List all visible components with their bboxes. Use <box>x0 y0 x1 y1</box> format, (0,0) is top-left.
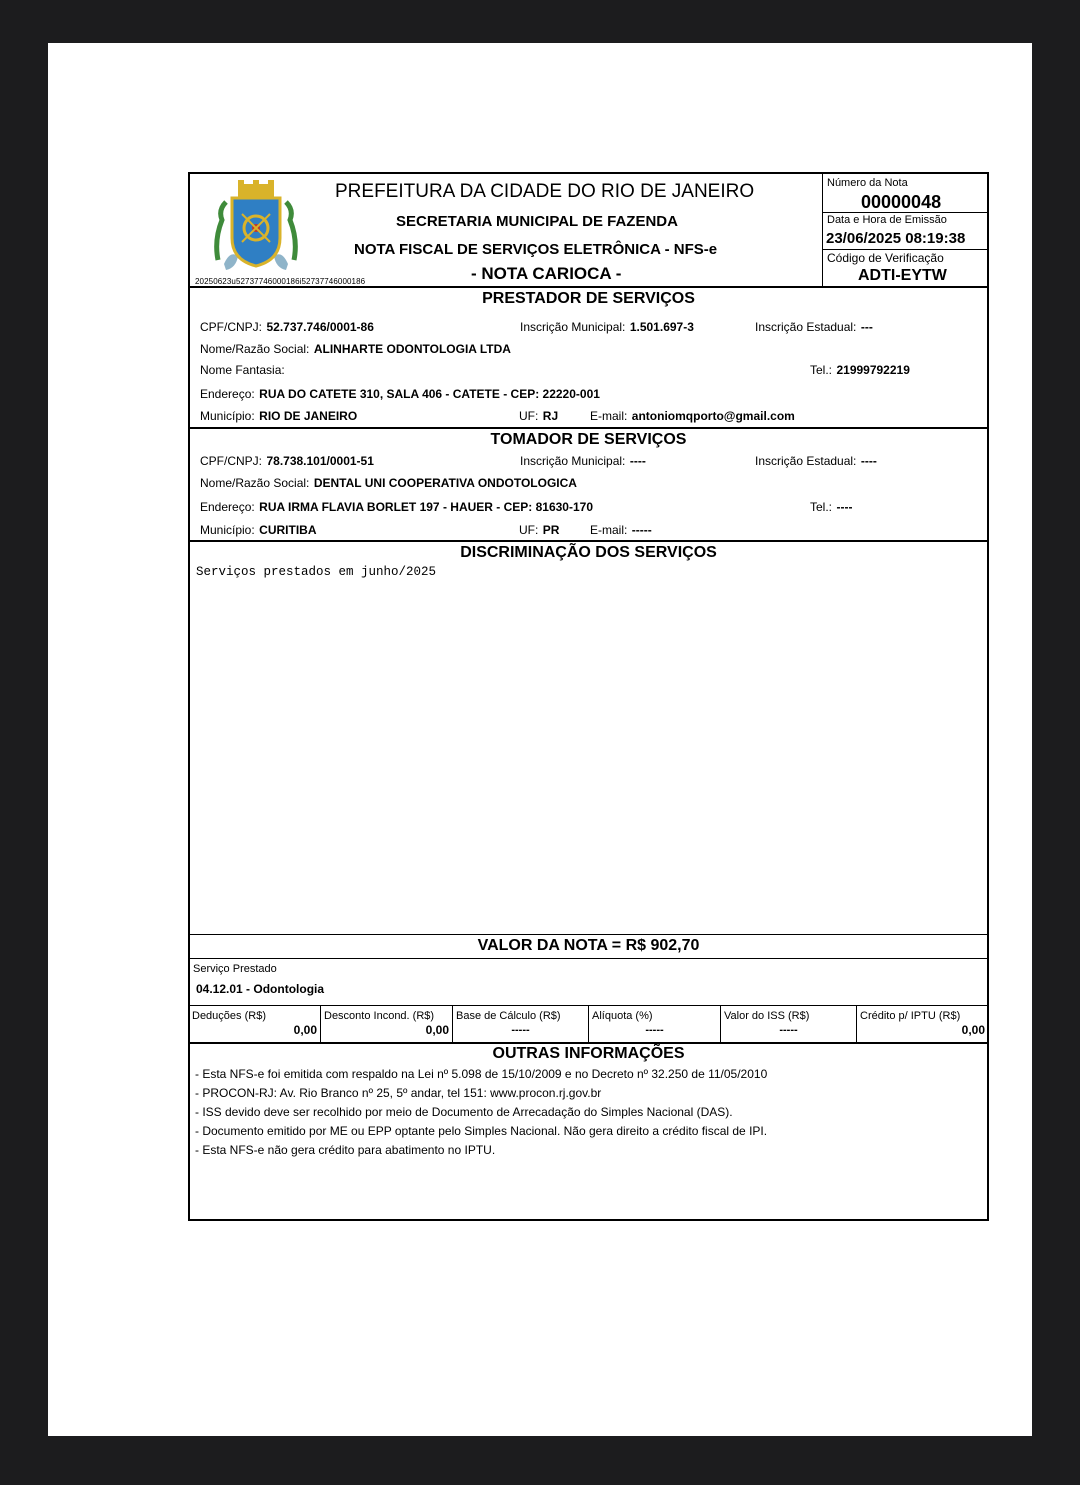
numero-value: 00000048 <box>861 192 942 212</box>
tomador-email: ----- <box>631 523 652 537</box>
credito-cell <box>856 1006 988 1042</box>
tomador-nome: DENTAL UNI COOPERATIVA ONDOTOLOGICA <box>313 476 577 490</box>
iss-value: ----- <box>779 1024 798 1036</box>
discriminacao-text: Serviços prestados em junho/2025 <box>196 565 437 579</box>
prestador-nome-label: Nome/Razão Social: <box>200 342 310 356</box>
credito-label: Crédito p/ IPTU (R$) <box>860 1010 961 1022</box>
outras-line: - Documento emitido por ME ou EPP optante pelo Simples Nacional. Não gera direito a crédito fiscal de IPI. <box>195 1124 768 1138</box>
tomador-ie: ---- <box>860 454 877 468</box>
prestador-cnpj: 52.737.746/0001-86 <box>266 320 374 334</box>
aliquota-label: Alíquota (%) <box>592 1010 653 1022</box>
page-title: PREFEITURA DA CIDADE DO RIO DE JANEIRO <box>335 181 755 202</box>
prestador-endereco-label: Endereço: <box>200 387 255 401</box>
prestador-uf-label: UF: <box>519 409 539 423</box>
prestador-title: PRESTADOR DE SERVIÇOS <box>482 290 695 307</box>
prestador-fantasia-label: Nome Fantasia: <box>200 363 285 377</box>
codigo-value: ADTI-EYTW <box>858 267 947 284</box>
aliquota-cell <box>588 1006 720 1042</box>
desconto-value: 0,00 <box>425 1023 449 1037</box>
desconto-cell <box>320 1006 452 1042</box>
prestador-nome: ALINHARTE ODONTOLOGIA LTDA <box>313 342 511 356</box>
iss-label: Valor do ISS (R$) <box>724 1010 810 1022</box>
prestador-endereco: RUA DO CATETE 310, SALA 406 - CATETE - CEP: 22220-001 <box>259 387 600 401</box>
document-page <box>48 43 1032 1436</box>
tomador-endereco: RUA IRMA FLAVIA BORLET 197 - HAUER - CEP: 81630-170 <box>259 500 593 514</box>
prestador-municipio: RIO DE JANEIRO <box>259 409 358 423</box>
deducoes-value: 0,00 <box>293 1023 317 1037</box>
prestador-im: 1.501.697-3 <box>629 320 694 334</box>
tomador-uf-label: UF: <box>519 523 539 537</box>
prestador-cnpj-label: CPF/CNPJ: <box>200 320 263 334</box>
valor-nota: VALOR DA NOTA = R$ 902,70 <box>477 937 700 954</box>
prestador-ie-label: Inscrição Estadual: <box>755 320 857 334</box>
servico-value: 04.12.01 - Odontologia <box>196 982 325 996</box>
discriminacao-title: DISCRIMINAÇÃO DOS SERVIÇOS <box>460 544 717 561</box>
desconto-label: Desconto Incond. (R$) <box>324 1010 435 1022</box>
prestador-tel-label: Tel.: <box>810 363 833 377</box>
tomador-uf: PR <box>542 523 560 537</box>
coat-of-arms-icon <box>208 180 304 276</box>
credito-value: 0,00 <box>961 1023 985 1037</box>
nfse-title: NOTA FISCAL DE SERVIÇOS ELETRÔNICA - NFS-e <box>354 241 718 258</box>
numero-label: Número da Nota <box>827 177 908 189</box>
tomador-im-label: Inscrição Municipal: <box>520 454 626 468</box>
valores-row <box>190 1006 987 1042</box>
tomador-nome-label: Nome/Razão Social: <box>200 476 310 490</box>
outras-list <box>195 1065 767 1160</box>
tomador-municipio-label: Município: <box>200 523 255 537</box>
nota-carioca-title: - NOTA CARIOCA - <box>471 264 622 283</box>
tomador-tel-label: Tel.: <box>810 500 833 514</box>
secretaria-title: SECRETARIA MUNICIPAL DE FAZENDA <box>396 213 678 230</box>
iss-cell <box>720 1006 856 1042</box>
data-label: Data e Hora de Emissão <box>827 214 947 226</box>
tomador-cnpj: 78.738.101/0001-51 <box>266 454 374 468</box>
deducoes-label: Deduções (R$) <box>192 1010 266 1022</box>
prestador-email: antoniomqporto@gmail.com <box>631 409 795 423</box>
outras-title: OUTRAS INFORMAÇÕES <box>492 1045 685 1062</box>
city-crest-logo <box>208 180 304 276</box>
outras-line: - Esta NFS-e foi emitida com respaldo na Lei nº 5.098 de 15/10/2009 e no Decreto nº 32.250 de 11/05/2010 <box>195 1067 768 1081</box>
prestador-ie: --- <box>860 320 873 334</box>
prestador-uf: RJ <box>542 409 559 423</box>
tomador-ie-label: Inscrição Estadual: <box>755 454 857 468</box>
tomador-title: TOMADOR DE SERVIÇOS <box>490 431 687 448</box>
tomador-email-label: E-mail: <box>590 523 628 537</box>
tomador-im: ---- <box>629 454 646 468</box>
outras-line: - ISS devido deve ser recolhido por meio de Documento de Arrecadação do Simples Nacional (DAS). <box>195 1105 733 1119</box>
outras-line: - Esta NFS-e não gera crédito para abatimento no IPTU. <box>195 1143 496 1157</box>
tomador-cnpj-label: CPF/CNPJ: <box>200 454 263 468</box>
tomador-municipio: CURITIBA <box>259 523 317 537</box>
prestador-tel: 21999792219 <box>836 363 910 377</box>
nota-info-box <box>822 174 988 286</box>
prestador-municipio-label: Município: <box>200 409 255 423</box>
deducoes-cell <box>189 1006 320 1042</box>
data-value: 23/06/2025 08:19:38 <box>826 230 966 247</box>
aliquota-value: ----- <box>645 1024 664 1036</box>
nfse-document <box>188 172 989 1221</box>
servico-label: Serviço Prestado <box>193 963 277 975</box>
outras-line: - PROCON-RJ: Av. Rio Branco nº 25, 5º andar, tel 151: www.procon.rj.gov.br <box>195 1086 602 1100</box>
tomador-endereco-label: Endereço: <box>200 500 255 514</box>
prestador-im-label: Inscrição Municipal: <box>520 320 626 334</box>
base-value: ----- <box>511 1024 530 1036</box>
prestador-email-label: E-mail: <box>590 409 628 423</box>
tomador-tel: ---- <box>836 500 853 514</box>
barcode-text: 20250623u52737746000186i52737746000186 <box>195 277 366 286</box>
base-cell <box>452 1006 588 1042</box>
codigo-label: Código de Verificação <box>827 251 944 265</box>
base-label: Base de Cálculo (R$) <box>456 1010 561 1022</box>
